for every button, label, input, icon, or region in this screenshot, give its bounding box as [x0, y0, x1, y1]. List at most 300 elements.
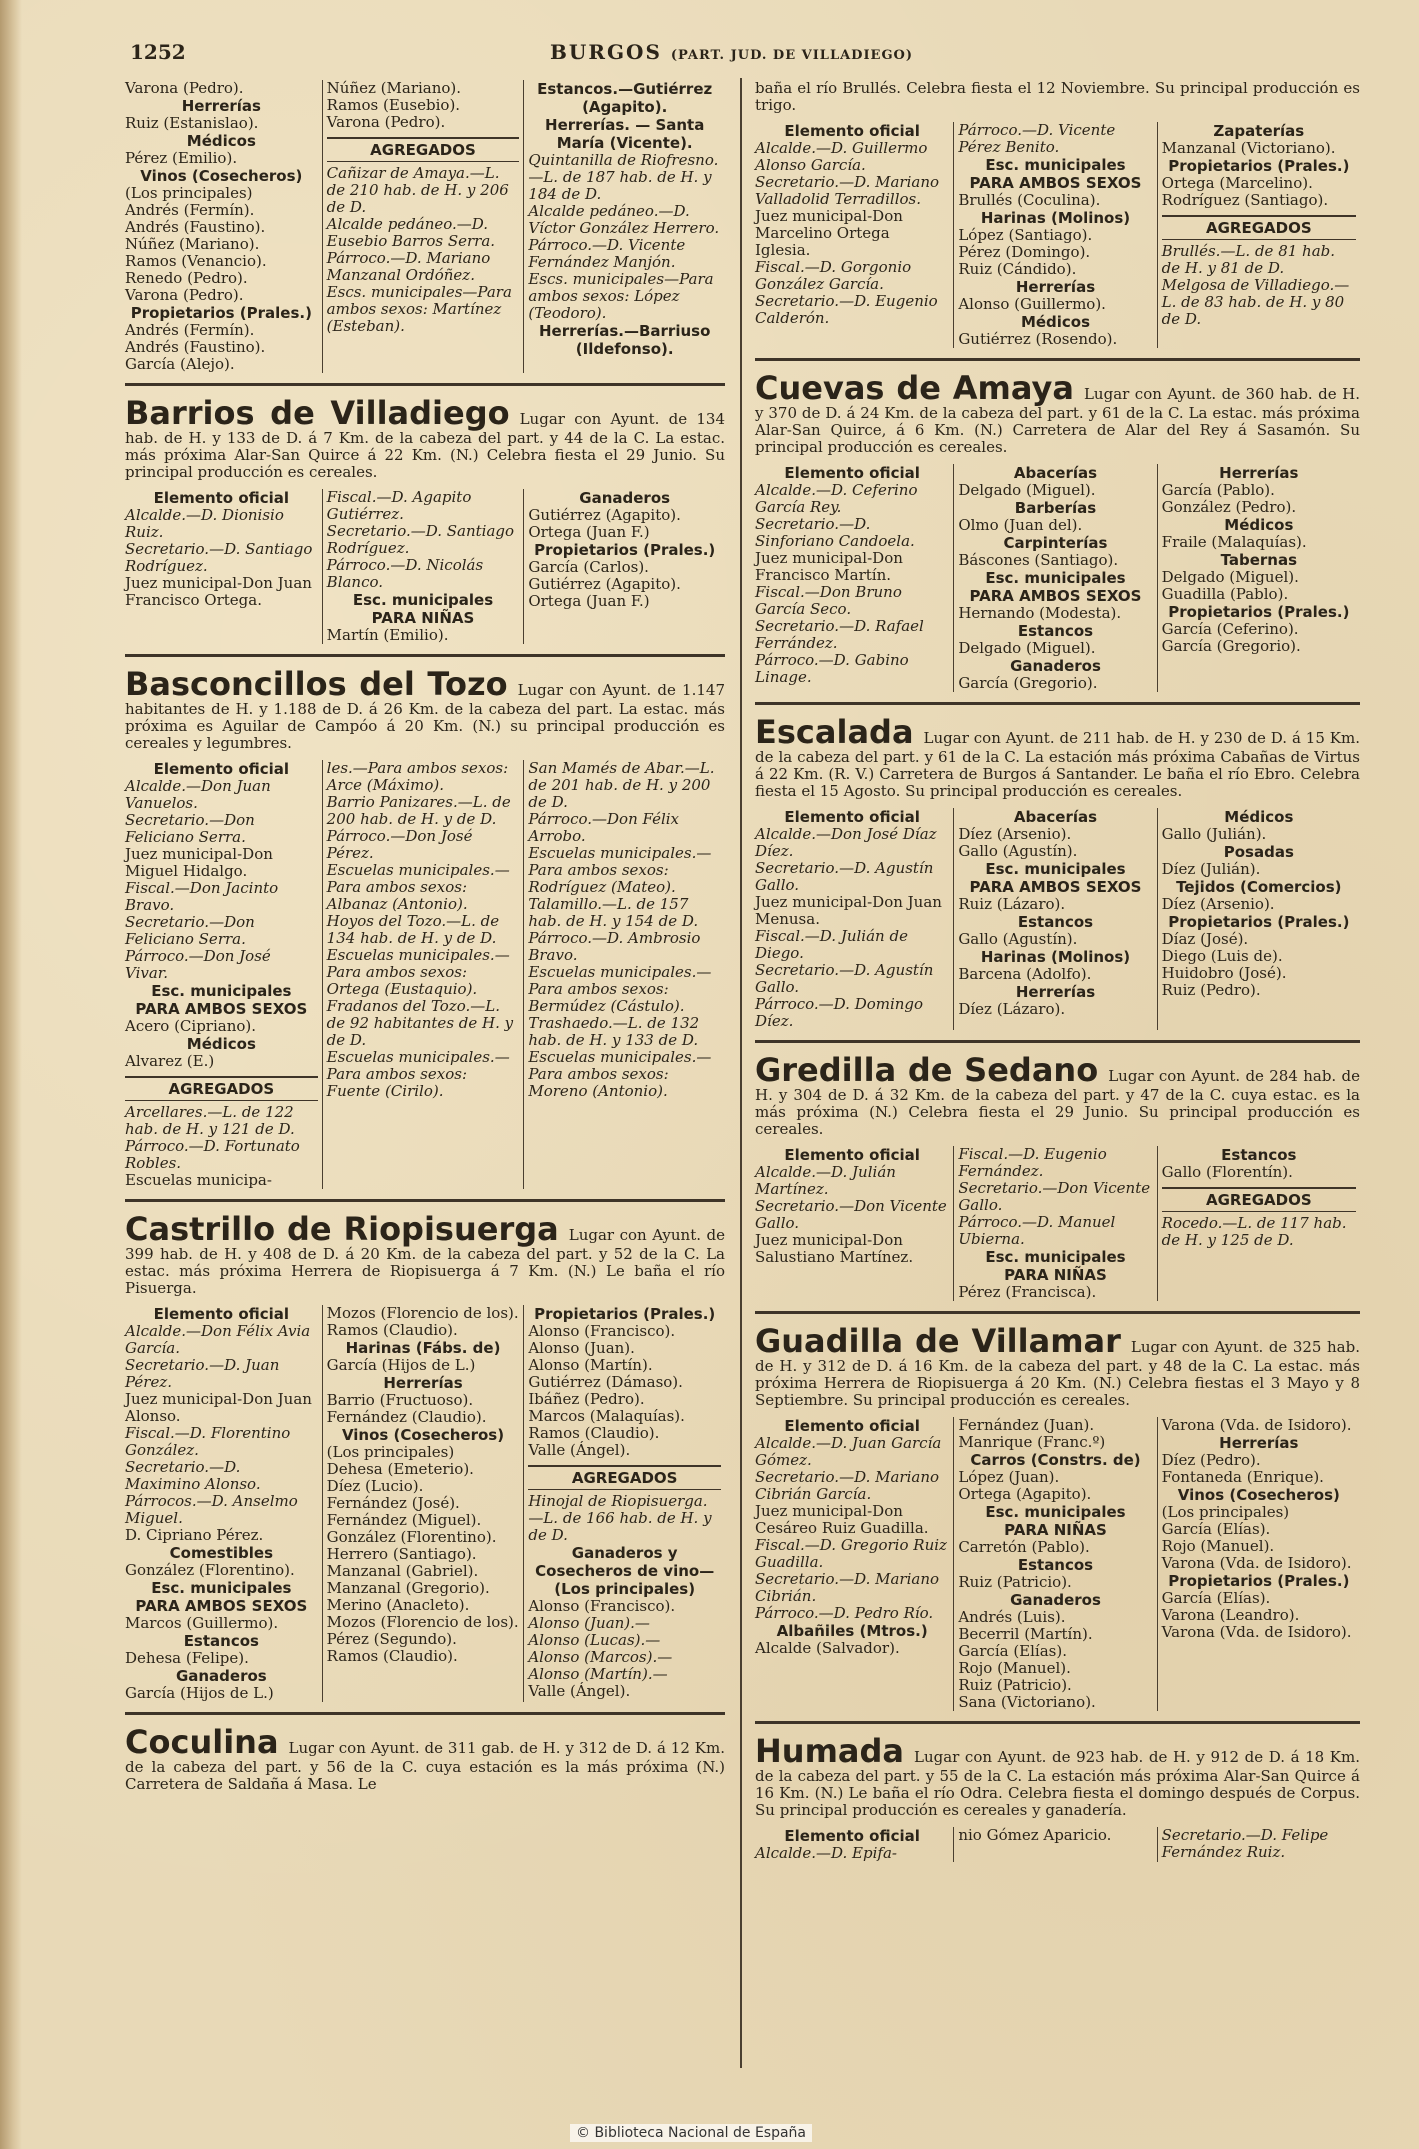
- directory-line: Ramos (Claudio).: [528, 1424, 660, 1442]
- directory-line: Escuelas municipa-: [125, 1171, 272, 1189]
- section-heading-agregados: AGREGADOS: [327, 137, 520, 162]
- directory-line: Talamillo.—L. de 157 hab. de H. y 154 de D.: [528, 895, 699, 930]
- entry-intro: [125, 667, 725, 752]
- entry-intro: [755, 715, 1360, 800]
- section-heading: Posadas: [1223, 843, 1294, 861]
- section-heading: Vinos (Cosecheros): [341, 1426, 505, 1444]
- directory-line: Gallo (Florentín).: [1161, 1163, 1293, 1181]
- left-column: [125, 80, 725, 1801]
- directory-line: Párroco.—D. Manuel Ubierna.: [958, 1213, 1116, 1248]
- entry-title: Escalada: [755, 713, 914, 751]
- entry-directory: [755, 1827, 1360, 1862]
- directory-line: Delgado (Miguel).: [958, 481, 1096, 499]
- section-heading: Herrerías: [1015, 983, 1096, 1001]
- directory-line: Fontaneda (Enrique).: [1161, 1468, 1324, 1486]
- directory-column: [755, 808, 953, 1030]
- section-heading: Esc. municipales: [985, 1503, 1126, 1521]
- directory-line: Andrés (Faustino).: [125, 338, 266, 356]
- directory-line: Acero (Cipriano).: [125, 1017, 257, 1035]
- section-heading: Abacerías: [1013, 808, 1098, 826]
- section-heading: Estancos.—Gutiérrez (Agapito).: [537, 80, 713, 116]
- section-heading: Médicos: [186, 1035, 256, 1053]
- directory-line: González (Pedro).: [1161, 498, 1297, 516]
- directory-column: [755, 1827, 953, 1862]
- entry-title: Gredilla de Sedano: [755, 1051, 1099, 1089]
- directory-line: Párroco.—D. Gabino Linage.: [755, 651, 909, 686]
- directory-line: Fiscal.—D. Agapito Gutiérrez.: [326, 488, 472, 523]
- directory-line: Alvarez (E.): [125, 1052, 215, 1070]
- entry-intro: [755, 1734, 1360, 1819]
- section-heading: PARA NIÑAS: [1004, 1266, 1107, 1284]
- directory-line: Diego (Luis de).: [1161, 947, 1283, 965]
- directory-line: Párroco.—Don José Pérez.: [326, 827, 473, 862]
- section-heading: Médicos: [1020, 313, 1091, 331]
- section-heading-agregados: AGREGADOS: [1162, 215, 1356, 240]
- directory-line: San Mamés de Abar.—L. de 201 hab. de H. y 200 de D.: [528, 759, 715, 811]
- section-heading: Herrerías.—Barriuso (Ildefonso).: [538, 322, 711, 358]
- directory-line: Barcena (Adolfo).: [958, 965, 1092, 983]
- entry-description: Lugar con Ayunt. de 284 hab. de H. y 304 de D. á 32 Km. de la cabeza del part. y 47 de la C. cuya estac. es la más próxima (N.) Celebra fiesta el 29 Junio. Su principal producción es cereales.: [755, 1067, 1361, 1138]
- directory-line: D. Cipriano Pérez.: [125, 1526, 264, 1544]
- directory-line: Ramos (Eusebio).: [326, 96, 461, 114]
- directory-line: Brullés.—L. de 81 hab. de H. y 81 de D.: [1161, 242, 1336, 277]
- directory-line: Marcos (Malaquías).: [528, 1407, 685, 1425]
- section-heading: Elemento oficial: [153, 489, 290, 507]
- directory-line: Pérez (Domingo).: [958, 243, 1091, 261]
- directory-line: Díez (Arsenio).: [958, 825, 1072, 843]
- directory-column: [322, 489, 524, 644]
- section-heading: Ganaderos: [1010, 657, 1101, 675]
- directory-column: [1157, 464, 1360, 692]
- directory-line: Juez municipal-Don Juan Francisco Ortega.: [125, 574, 312, 609]
- directory-line: Alcalde.—Don José Díaz Díez.: [755, 825, 937, 860]
- directory-column: [1157, 808, 1360, 1030]
- directory-column: [953, 122, 1156, 348]
- directory-line: Becerril (Martín).: [958, 1625, 1093, 1643]
- entry-description: Lugar con Ayunt. de 325 hab. de H. y 312 de D. á 16 Km. de la cabeza del part. y 48 de la C. La estac. más próxima Herrera de Riopisuerga á 20 Km. (N.) Celebra fiestas el 3 Mayo y 8 Septiembre. Su principal producción es cereales.: [755, 1338, 1360, 1409]
- section-heading: Elemento oficial: [153, 1305, 290, 1323]
- directory-line: Párroco.—D. Mariano Manzanal Ordóñez.: [326, 249, 491, 284]
- section-heading: Harinas (Molinos): [980, 948, 1131, 966]
- continued-intro: baña el río Brullés. Celebra fiesta el 12 Noviembre. Su principal producción es trigo.: [755, 79, 1360, 114]
- directory-column: [523, 1305, 725, 1702]
- directory-line: les.—Para ambos sexos: Arce (Máximo).: [326, 759, 509, 794]
- directory-line: García (Elías).: [1161, 1589, 1271, 1607]
- directory-line: Gutiérrez (Dámaso).: [528, 1373, 683, 1391]
- directory-column: [125, 489, 322, 644]
- directory-line: Fiscal.—D. Gregorio Ruiz Guadilla.: [755, 1536, 947, 1571]
- directory-line: González (Florentino).: [326, 1528, 497, 1546]
- directory-line: Alcalde (Salvador).: [755, 1639, 900, 1657]
- directory-line: Fernández (Juan).: [958, 1416, 1095, 1434]
- directory-line: Marcos (Guillermo).: [125, 1614, 279, 1632]
- directory-line: Hinojal de Riopisuerga.—L. de 166 hab. de H. y de D.: [528, 1492, 712, 1544]
- section-heading: Carros (Constrs. de): [970, 1451, 1141, 1469]
- directory-line: Párroco.—D. Fortunato Robles.: [125, 1137, 300, 1172]
- directory-line: Escuelas municipales.—Para ambos sexos: Rodríguez (Mateo).: [528, 844, 712, 896]
- directory-line: Manzanal (Gabriel).: [326, 1562, 479, 1580]
- entry-description: Lugar con Ayunt. de 399 hab. de H. y 408 de D. á 20 Km. de la cabeza del part. y 52 de la C. La estac. más próxima Herrera de Riopisuerga á 7 Km. (N.) Le baña el río Pisuerga.: [125, 1226, 726, 1297]
- section-heading: Vinos (Cosecheros): [140, 167, 303, 185]
- section-heading: Albañiles (Mtros.): [776, 1622, 928, 1640]
- directory-line: Alonso (Juan).—: [528, 1614, 650, 1632]
- section-heading: Elemento oficial: [153, 760, 290, 778]
- entry-description: Lugar con Ayunt. de 360 hab. de H. y 370 de D. á 24 Km. de la cabeza del part. y 61 de la C. La estac. más próxima Alar-San Quirce, á 6 Km. (N.) Carretera de Alar del Rey á Sasamón. Su principal producción es cereales.: [755, 385, 1360, 456]
- directory-line: Ruiz (Patricio).: [958, 1676, 1072, 1694]
- directory-line: Hoyos del Tozo.—L. de 134 hab. de H. y de D.: [326, 912, 500, 947]
- section-heading: Esc. municipales: [985, 569, 1126, 587]
- directory-line: Párroco.—Don José Vivar.: [125, 947, 271, 982]
- directory-line: Párroco.—Don Félix Arrobo.: [528, 810, 680, 845]
- directory-line: Valle (Ángel).: [528, 1441, 631, 1459]
- directory-line: Rojo (Manuel).: [1161, 1537, 1275, 1555]
- section-heading: Propietarios (Prales.): [1168, 913, 1350, 931]
- entry-divider: [125, 654, 725, 657]
- entry-directory: [755, 1417, 1360, 1711]
- directory-line: Andrés (Fermín).: [125, 321, 255, 339]
- section-heading: PARA AMBOS SEXOS: [969, 174, 1142, 192]
- entry-description: Lugar con Ayunt. de 923 hab. de H. y 912 de D. á 18 Km. de la cabeza del part. y 55 de la C. La estación más próxima Alar-San Quirce á 16 Km. (N.) Le baña el río Odra. Celebra fiesta el domingo después de Corpus. Su principal producción es cereales y ganadería.: [755, 1748, 1360, 1819]
- directory-line: Secretario.—Don Vicente Gallo.: [958, 1179, 1151, 1214]
- directory-line: Juez municipal-Don Juan Alonso.: [125, 1390, 312, 1425]
- directory-line: Guadilla (Pablo).: [1161, 585, 1289, 603]
- section-heading: Herrerías: [1015, 278, 1096, 296]
- directory-line: Escuelas municipales.—Para ambos sexos: Bermúdez (Cástulo).: [528, 963, 712, 1015]
- section-heading: Médicos: [186, 132, 256, 150]
- directory-column: [322, 1305, 524, 1702]
- section-heading: Herrerías. — Santa María (Vicente).: [545, 116, 705, 152]
- directory-line: Alcalde pedáneo.—D. Víctor González Herrero.: [528, 202, 720, 237]
- directory-column: [755, 122, 953, 348]
- directory-line: González (Florentino).: [125, 1561, 295, 1579]
- directory-line: Juez municipal-Don Cesáreo Ruiz Guadilla.: [755, 1502, 929, 1537]
- page-number: 1252: [130, 40, 186, 64]
- directory-line: Escuelas municipales.—Para ambos sexos: Ortega (Eustaquio).: [326, 946, 510, 998]
- column-divider: [740, 78, 742, 2068]
- directory-line: Secretario.—D. Rafael Ferrández.: [755, 617, 924, 652]
- entry-directory: [755, 464, 1360, 692]
- directory-line: (Los principales): [125, 184, 253, 202]
- directory-line: Alcalde.—D. Julián Martínez.: [755, 1163, 896, 1198]
- entry-intro: [125, 1725, 725, 1793]
- directory-line: Díez (Julián).: [1161, 860, 1261, 878]
- entry-divider: [125, 1199, 725, 1202]
- directory-column: [125, 760, 322, 1189]
- section-heading: Estancos: [1017, 1556, 1094, 1574]
- directory-line: Párroco.—D. Pedro Río.: [755, 1604, 934, 1622]
- section-heading: Harinas (Molinos): [980, 209, 1131, 227]
- directory-line: García (Gregorio).: [958, 674, 1098, 692]
- directory-line: Alcalde.—D. Epifa-: [755, 1844, 897, 1862]
- directory-column: [953, 1827, 1156, 1862]
- section-heading: Comestibles: [169, 1544, 273, 1562]
- directory-line: Fiscal.—Don Jacinto Bravo.: [125, 879, 279, 914]
- directory-line: Escs. municipales—Para ambos sexos: Martínez (Esteban).: [326, 283, 512, 335]
- continued-directory: [125, 80, 725, 373]
- directory-line: Alcalde pedáneo.—D. Eusebio Barros Serra.: [326, 215, 496, 250]
- section-heading: Elemento oficial: [784, 1146, 920, 1164]
- section-heading: Barberías: [1014, 499, 1097, 517]
- directory-column: [125, 80, 322, 373]
- directory-line: Ruiz (Estanislao).: [125, 114, 259, 132]
- directory-line: Arcellares.—L. de 122 hab. de H. y 121 de D.: [125, 1103, 295, 1138]
- directory-line: Melgosa de Villadiego.—L. de 83 hab. de H. y 80 de D.: [1161, 276, 1350, 328]
- directory-line: Párrocos.—D. Anselmo Miguel.: [125, 1492, 298, 1527]
- directory-line: Varona (Pedro).: [125, 79, 244, 97]
- section-heading: PARA NIÑAS: [371, 609, 475, 627]
- section-heading: Estancos: [183, 1632, 259, 1650]
- directory-line: Párroco.—D. Ambrosio Bravo.: [528, 929, 701, 964]
- directory-line: Báscones (Santiago).: [958, 551, 1119, 569]
- directory-line: Secretario.—D. Santiago Rodríguez.: [125, 540, 313, 575]
- entry-title: Coculina: [125, 1723, 279, 1761]
- entry-divider: [755, 702, 1360, 705]
- section-heading: Propietarios (Prales.): [534, 1305, 716, 1323]
- directory-column: [953, 464, 1156, 692]
- directory-line: Alonso (Francisco).: [528, 1597, 676, 1615]
- entry-title: Basconcillos del Tozo: [125, 665, 508, 703]
- entry-title: Humada: [755, 1732, 904, 1770]
- directory-column: [322, 80, 524, 373]
- directory-line: Secretario.—Don Feliciano Serra.: [125, 913, 255, 948]
- section-heading-agregados: AGREGADOS: [528, 1465, 721, 1490]
- section-heading: Estancos: [1221, 1146, 1297, 1164]
- section-heading: Esc. municipales: [985, 156, 1126, 174]
- directory-line: Párroco.—D. Nicolás Blanco.: [326, 556, 484, 591]
- section-heading: PARA AMBOS SEXOS: [135, 1597, 308, 1615]
- footer-credit: © Biblioteca Nacional de España: [570, 2124, 812, 2142]
- entry-title: Cuevas de Amaya: [755, 369, 1074, 407]
- entry-intro: [755, 371, 1360, 456]
- directory-line: Pérez (Segundo).: [326, 1630, 457, 1648]
- entry-title: Guadilla de Villamar: [755, 1322, 1121, 1360]
- directory-line: Andrés (Luis).: [958, 1608, 1066, 1626]
- directory-line: García (Hijos de L.): [326, 1356, 476, 1374]
- directory-line: Huidobro (José).: [1161, 964, 1287, 982]
- section-heading: Esc. municipales: [151, 1579, 292, 1597]
- directory-line: Díaz (José).: [1161, 930, 1249, 948]
- entry-directory: [125, 1305, 725, 1702]
- directory-line: Fiscal.—D. Gorgonio González García.: [755, 258, 912, 293]
- directory-line: Ruiz (Cándido).: [958, 260, 1077, 278]
- entry-description: Lugar con Ayunt. de 211 hab. de H. y 230 de D. á 15 Km. de la cabeza del part. y 61 de la C. La estación más próxima Cabañas de Virtus á 22 Km. (R. V.) Carretera de Burgos á Santander. Le baña el río Ebro. Celebra fiesta el 15 Agosto. Su principal producción es cereales.: [755, 729, 1360, 800]
- directory-line: Barrio Panizares.—L. de 200 hab. de H. y de D.: [326, 793, 511, 828]
- section-heading: Herrerías: [181, 97, 261, 115]
- directory-line: Ramos (Claudio).: [326, 1647, 458, 1665]
- directory-line: Gallo (Agustín).: [958, 930, 1078, 948]
- directory-line: Díez (Lucio).: [326, 1477, 424, 1495]
- directory-line: Sana (Victoriano).: [958, 1693, 1096, 1711]
- directory-line: García (Carlos).: [528, 558, 649, 576]
- directory-line: Rodríguez (Santiago).: [1161, 191, 1329, 209]
- directory-line: Secretario.—D. Juan Pérez.: [125, 1356, 280, 1391]
- entry-description: Lugar con Ayunt. de 134 hab. de H. y 133 de D. á 7 Km. de la cabeza del part. y 44 de la C. La estac. más próxima Alar-San Quirce á 22 Km. (N.) Celebra fiesta el 29 Junio. Su principal producción es cereales.: [125, 410, 725, 481]
- directory-line: Ibáñez (Pedro).: [528, 1390, 645, 1408]
- directory-line: Secretario.—Don Feliciano Serra.: [125, 811, 255, 846]
- directory-line: Mozos (Florencio de los).: [326, 1613, 519, 1631]
- directory-line: Fernández (Miguel).: [326, 1511, 482, 1529]
- directory-line: López (Juan).: [958, 1468, 1060, 1486]
- section-heading: Elemento oficial: [784, 808, 920, 826]
- directory-line: García (Pablo).: [1161, 481, 1275, 499]
- directory-line: Fiscal.—D. Julián de Diego.: [755, 927, 908, 962]
- section-heading: Herrerías: [1219, 464, 1299, 482]
- directory-line: Fernández (José).: [326, 1494, 460, 1512]
- section-heading: Esc. municipales: [985, 1248, 1126, 1266]
- directory-line: García (Elías).: [1161, 1520, 1271, 1538]
- directory-line: García (Alejo).: [125, 355, 235, 373]
- section-heading: Esc. municipales: [985, 860, 1126, 878]
- directory-line: Secretario.—D. Sinforiano Candoela.: [755, 515, 915, 550]
- directory-line: Fernández (Claudio).: [326, 1408, 487, 1426]
- section-heading: Tabernas: [1220, 551, 1298, 569]
- section-heading: Abacerías: [1013, 464, 1098, 482]
- directory-column: [523, 489, 725, 644]
- section-heading: Vinos (Cosecheros): [1177, 1486, 1340, 1504]
- directory-line: Andrés (Faustino).: [125, 218, 266, 236]
- directory-line: Secretario.—D. Maximino Alonso.: [125, 1458, 261, 1493]
- directory-line: Juez municipal-Don Francisco Martín.: [755, 549, 903, 584]
- directory-line: Valle (Ángel).: [528, 1682, 631, 1700]
- directory-line: Párroco.—D. Vicente Pérez Benito.: [958, 121, 1116, 156]
- page-header: [130, 40, 1360, 70]
- directory-line: Cañizar de Amaya.—L. de 210 hab. de H. y 206 de D.: [326, 164, 509, 216]
- section-heading: Médicos: [1224, 808, 1294, 826]
- directory-line: Núñez (Mariano).: [326, 79, 462, 97]
- directory-line: Mozos (Florencio de los).: [326, 1304, 519, 1322]
- directory-line: Alcalde.—D. Ceferino García Rey.: [755, 481, 918, 516]
- section-heading: Zapaterías: [1213, 122, 1305, 140]
- directory-line: (Los principales): [1161, 1503, 1290, 1521]
- directory-column: [523, 80, 725, 373]
- directory-line: Díez (Arsenio).: [1161, 895, 1275, 913]
- entry-intro: [755, 1053, 1360, 1138]
- entry-directory: [755, 808, 1360, 1030]
- directory-column: [953, 808, 1156, 1030]
- directory-line: nio Gómez Aparicio.: [958, 1826, 1112, 1844]
- directory-column: [322, 760, 524, 1189]
- directory-line: Delgado (Miguel).: [958, 639, 1096, 657]
- section-heading: Propietarios (Prales.): [130, 304, 312, 322]
- section-heading: Harinas (Fábs. de): [345, 1339, 501, 1357]
- directory-column: [755, 464, 953, 692]
- directory-column: [1157, 122, 1360, 348]
- directory-column: [1157, 1146, 1360, 1301]
- continued-directory: [755, 122, 1360, 348]
- directory-line: Andrés (Fermín).: [125, 201, 255, 219]
- section-heading: PARA AMBOS SEXOS: [135, 1000, 308, 1018]
- directory-line: Gutiérrez (Agapito).: [528, 575, 681, 593]
- directory-line: Secretario.—D. Agustín Gallo.: [755, 859, 934, 894]
- entry-intro: [755, 1324, 1360, 1409]
- directory-line: Alcalde.—D. Dionisio Ruiz.: [125, 506, 284, 541]
- directory-line: García (Hijos de L.): [125, 1684, 274, 1702]
- entry-divider: [755, 1311, 1360, 1314]
- directory-line: Brullés (Coculina).: [958, 191, 1101, 209]
- directory-line: Díez (Lázaro).: [958, 1000, 1066, 1018]
- section-heading: Ganaderos: [579, 489, 671, 507]
- directory-line: Juez municipal-Don Marcelino Ortega Iglesia.: [755, 207, 903, 259]
- directory-line: Trashaedo.—L. de 132 hab. de H. y 133 de D.: [528, 1014, 700, 1049]
- directory-line: Dehesa (Emeterio).: [326, 1460, 474, 1478]
- section-heading: Propietarios (Prales.): [1168, 1572, 1350, 1590]
- directory-line: Varona (Leandro).: [1161, 1606, 1300, 1624]
- directory-line: Alcalde.—D. Guillermo Alonso García.: [755, 139, 928, 174]
- directory-line: Martín (Emilio).: [326, 626, 449, 644]
- entry-description: Lugar con Ayunt. de 1.147 habitantes de H. y 1.188 de D. á 26 Km. de la cabeza del part. La estac. más próxima es Aguilar de Campóo á 20 Km. (N.) su principal producción es cereales y legumbres.: [125, 681, 725, 752]
- directory-line: Juez municipal-Don Salustiano Martínez.: [755, 1231, 914, 1266]
- directory-line: Alcalde.—Don Félix Avia García.: [125, 1322, 311, 1357]
- directory-line: Secretario.—D. Mariano Cibrián.: [755, 1570, 940, 1605]
- entry-divider: [755, 1040, 1360, 1043]
- directory-line: Ramos (Venancio).: [125, 252, 267, 270]
- directory-column: [1157, 1417, 1360, 1711]
- directory-line: Párroco.—D. Domingo Díez.: [755, 995, 924, 1030]
- book-gutter: [0, 0, 22, 2149]
- directory-column: [523, 760, 725, 1189]
- directory-line: Ortega (Agapito).: [958, 1485, 1092, 1503]
- section-heading: Tejidos (Comercios): [1176, 878, 1342, 896]
- section-heading: Ganaderos: [175, 1667, 267, 1685]
- running-title: [550, 40, 913, 64]
- directory-column: [953, 1417, 1156, 1711]
- directory-line: Fiscal.—D. Florentino González.: [125, 1424, 291, 1459]
- directory-line: Barrio (Fructuoso).: [326, 1391, 474, 1409]
- section-heading: Propietarios (Prales.): [1168, 603, 1350, 621]
- directory-line: Ruiz (Pedro).: [1161, 981, 1261, 999]
- directory-line: Núñez (Mariano).: [125, 235, 260, 253]
- section-heading: PARA AMBOS SEXOS: [969, 587, 1142, 605]
- directory-line: Secretario.—D. Eugenio Calderón.: [755, 292, 938, 327]
- directory-line: Pérez (Emilio).: [125, 149, 238, 167]
- directory-line: Gutiérrez (Agapito).: [528, 506, 681, 524]
- directory-line: Ruiz (Lázaro).: [958, 895, 1066, 913]
- directory-line: García (Elías).: [958, 1642, 1067, 1660]
- directory-line: Alonso (Marcos).—: [528, 1648, 673, 1666]
- directory-line: Rocedo.—L. de 117 hab. de H. y 125 de D.: [1161, 1214, 1347, 1249]
- directory-line: Ramos (Claudio).: [326, 1321, 458, 1339]
- directory-line: Secretario.—D. Mariano Valladolid Terradillos.: [755, 173, 940, 208]
- directory-line: Fradanos del Tozo.—L. de 92 habitantes de H. y de D.: [326, 997, 514, 1049]
- directory-line: Merino (Anacleto).: [326, 1596, 470, 1614]
- directory-line: (Los principales): [326, 1443, 455, 1461]
- directory-line: Manzanal (Gregorio).: [326, 1579, 490, 1597]
- directory-line: García (Gregorio).: [1161, 637, 1301, 655]
- directory-line: Varona (Vda. de Isidoro).: [1161, 1416, 1352, 1434]
- entry-divider: [755, 1721, 1360, 1724]
- directory-line: Secretario.—D. Mariano Cibrián García.: [755, 1468, 940, 1503]
- entry-divider: [125, 383, 725, 386]
- section-heading: Ganaderos y Cosecheros de vino—(Los principales): [535, 1544, 715, 1598]
- directory-line: Herrero (Santiago).: [326, 1545, 477, 1563]
- entry-intro: [125, 1212, 725, 1297]
- directory-line: Fiscal.—D. Eugenio Fernández.: [958, 1145, 1107, 1180]
- right-column: [755, 80, 1360, 1862]
- directory-line: Gallo (Julián).: [1161, 825, 1267, 843]
- directory-line: Ortega (Juan F.): [528, 592, 650, 610]
- directory-line: Quintanilla de Riofresno.—L. de 187 hab. de H. y 184 de D.: [528, 151, 719, 203]
- directory-line: Hernando (Modesta).: [958, 604, 1122, 622]
- directory-line: Ruiz (Patricio).: [958, 1573, 1072, 1591]
- entry-directory: [755, 1146, 1360, 1301]
- directory-line: Manrique (Franc.º): [958, 1433, 1106, 1451]
- section-heading: Herrerías: [1219, 1434, 1299, 1452]
- directory-line: Ortega (Juan F.): [528, 523, 650, 541]
- entry-directory: [125, 489, 725, 644]
- directory-line: Manzanal (Victoriano).: [1161, 139, 1336, 157]
- directory-line: Secretario.—Don Vicente Gallo.: [755, 1197, 947, 1232]
- directory-line: Pérez (Francisca).: [958, 1283, 1097, 1301]
